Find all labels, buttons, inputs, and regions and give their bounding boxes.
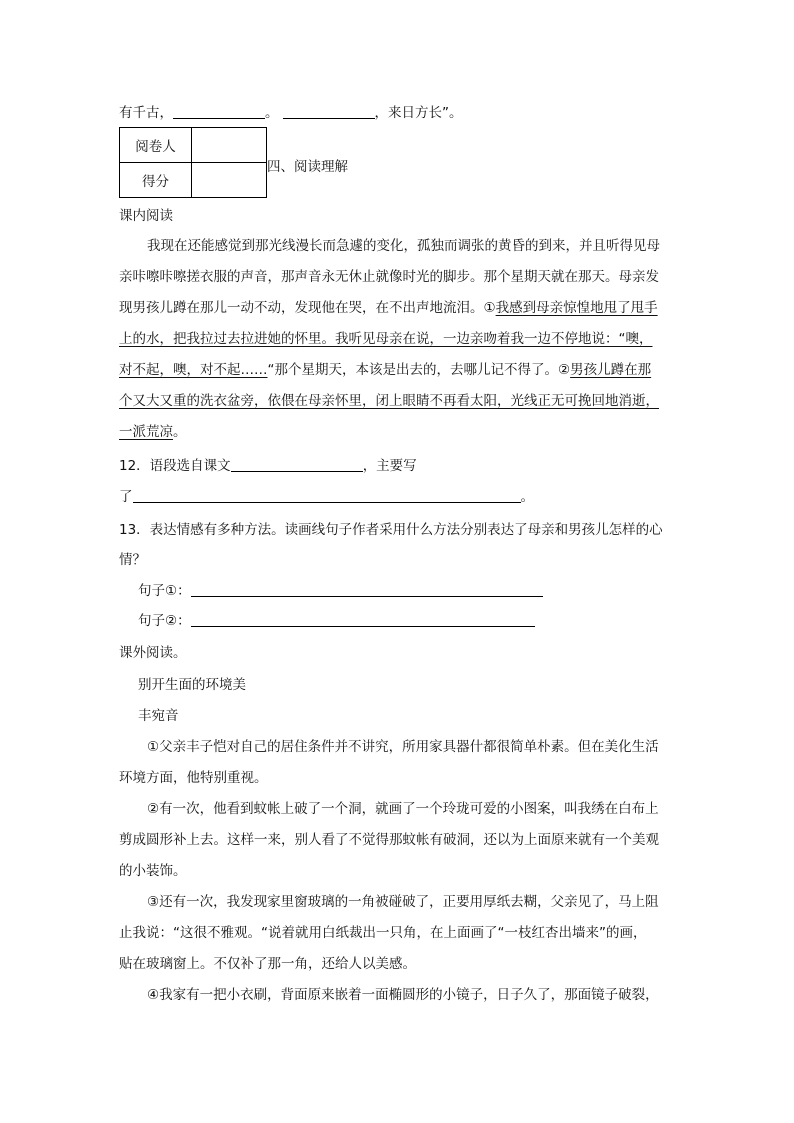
sentence-2-answer: 句子②： xyxy=(138,611,535,631)
article-para-4-line-1: ④我家有一把小衣刷，背面原来嵌着一面椭圆形的小镜子，日子久了，那面镜子破裂， xyxy=(147,987,659,1003)
score-label: 得分 xyxy=(120,163,192,198)
fill-blank-2[interactable] xyxy=(283,104,375,119)
article-para-3-line-1: ③还有一次，我发现家里窗玻璃的一角被碰破了，正要用厚纸去糊，父亲见了，马上阻 xyxy=(147,894,659,910)
article-para-1-line-1: ①父亲丰子恺对自己的居住条件并不讲究，所用家具器什都很简单朴素。但在美化生活 xyxy=(147,739,659,755)
section-title: 四、阅读理解 xyxy=(267,159,348,175)
passage-line-7: 一派荒凉。 xyxy=(119,424,187,440)
question-12-line-2: 了 。 xyxy=(119,489,534,505)
reviewer-cell[interactable] xyxy=(192,128,267,163)
article-para-2-line-1: ②有一次，他看到蚊帐上破了一个洞，就画了一个玲珑可爱的小图案，叫我绣在白布上 xyxy=(147,801,659,817)
passage-line-2: 亲咔嚓咔嚓搓衣服的声音，那声音永无休止就像时光的脚步。那个星期天就在那天。母亲发 xyxy=(119,269,659,285)
passage-line-4: 上的水，把我拉过去拉进她的怀里。我听见母亲在说，一边亲吻着我一边不停地说：“噢， xyxy=(119,331,653,347)
sentence-1-blank[interactable] xyxy=(191,582,543,597)
article-para-3-line-3: 贴在玻璃窗上。不仅补了那一角，还给人以美感。 xyxy=(119,956,416,972)
poem-fill-line: 有千古， 。 ，来日方长”。 xyxy=(119,105,463,121)
question-13: 13．表达情感有多种方法。读画线句子作者采用什么方法分别表达了母亲和男孩儿怎样的心 xyxy=(119,522,663,538)
fill-blank-1[interactable] xyxy=(173,104,265,119)
q12-blank-2[interactable] xyxy=(133,488,521,503)
reviewer-label: 阅卷人 xyxy=(120,128,192,163)
sentence-1-answer: 句子①： xyxy=(138,581,543,601)
sentence-2-blank[interactable] xyxy=(191,612,535,627)
passage-line-1: 我现在还能感觉到那光线漫长而急遽的变化，孤独而调张的黄昏的到来，并且听得见母 xyxy=(147,238,660,254)
q12-blank-1[interactable] xyxy=(231,457,363,472)
in-class-heading: 课内阅读 xyxy=(119,208,173,224)
passage-line-6: 个又大又重的洗衣盆旁，依偎在母亲怀里，闭上眼睛不再看太阳，光线正无可挽回地消逝， xyxy=(119,393,659,409)
article-para-3-line-2: 止我说：“这很不雅观。“说着就用白纸裁出一只角，在上面画了“一枝红杏出墙来”的画， xyxy=(119,925,647,941)
article-para-2-line-3: 的小装饰。 xyxy=(119,863,187,879)
score-cell[interactable] xyxy=(192,163,267,198)
question-13-line-2: 情？ xyxy=(119,552,146,568)
article-author: 丰宛音 xyxy=(138,708,179,724)
underlined-sentence-2: 男孩儿蹲在那 xyxy=(570,362,652,378)
article-para-1-line-2: 环境方面，他特别重视。 xyxy=(119,770,268,786)
question-12: 12．语段选自课文 ，主要写 xyxy=(119,458,417,474)
passage-line-5: 对不起，噢，对不起……“那个星期天，本该是出去的，去哪儿记不得了。②男孩儿蹲在那 xyxy=(119,362,652,378)
extra-reading-heading: 课外阅读。 xyxy=(119,645,187,661)
article-title: 别开生面的环境美 xyxy=(138,677,246,693)
underlined-sentence-1: 我感到母亲惊惶地甩了甩手 xyxy=(495,300,658,316)
passage-line-3: 现男孩儿蹲在那儿一动不动，发现他在哭，在不出声地流泪。①我感到母亲惊惶地甩了甩手 xyxy=(119,300,658,316)
article-para-2-line-2: 剪成圆形补上去。这样一来，别人看了不觉得那蚊帐有破洞，还以为上面原来就有一个美观 xyxy=(119,832,659,848)
score-table xyxy=(119,127,267,198)
